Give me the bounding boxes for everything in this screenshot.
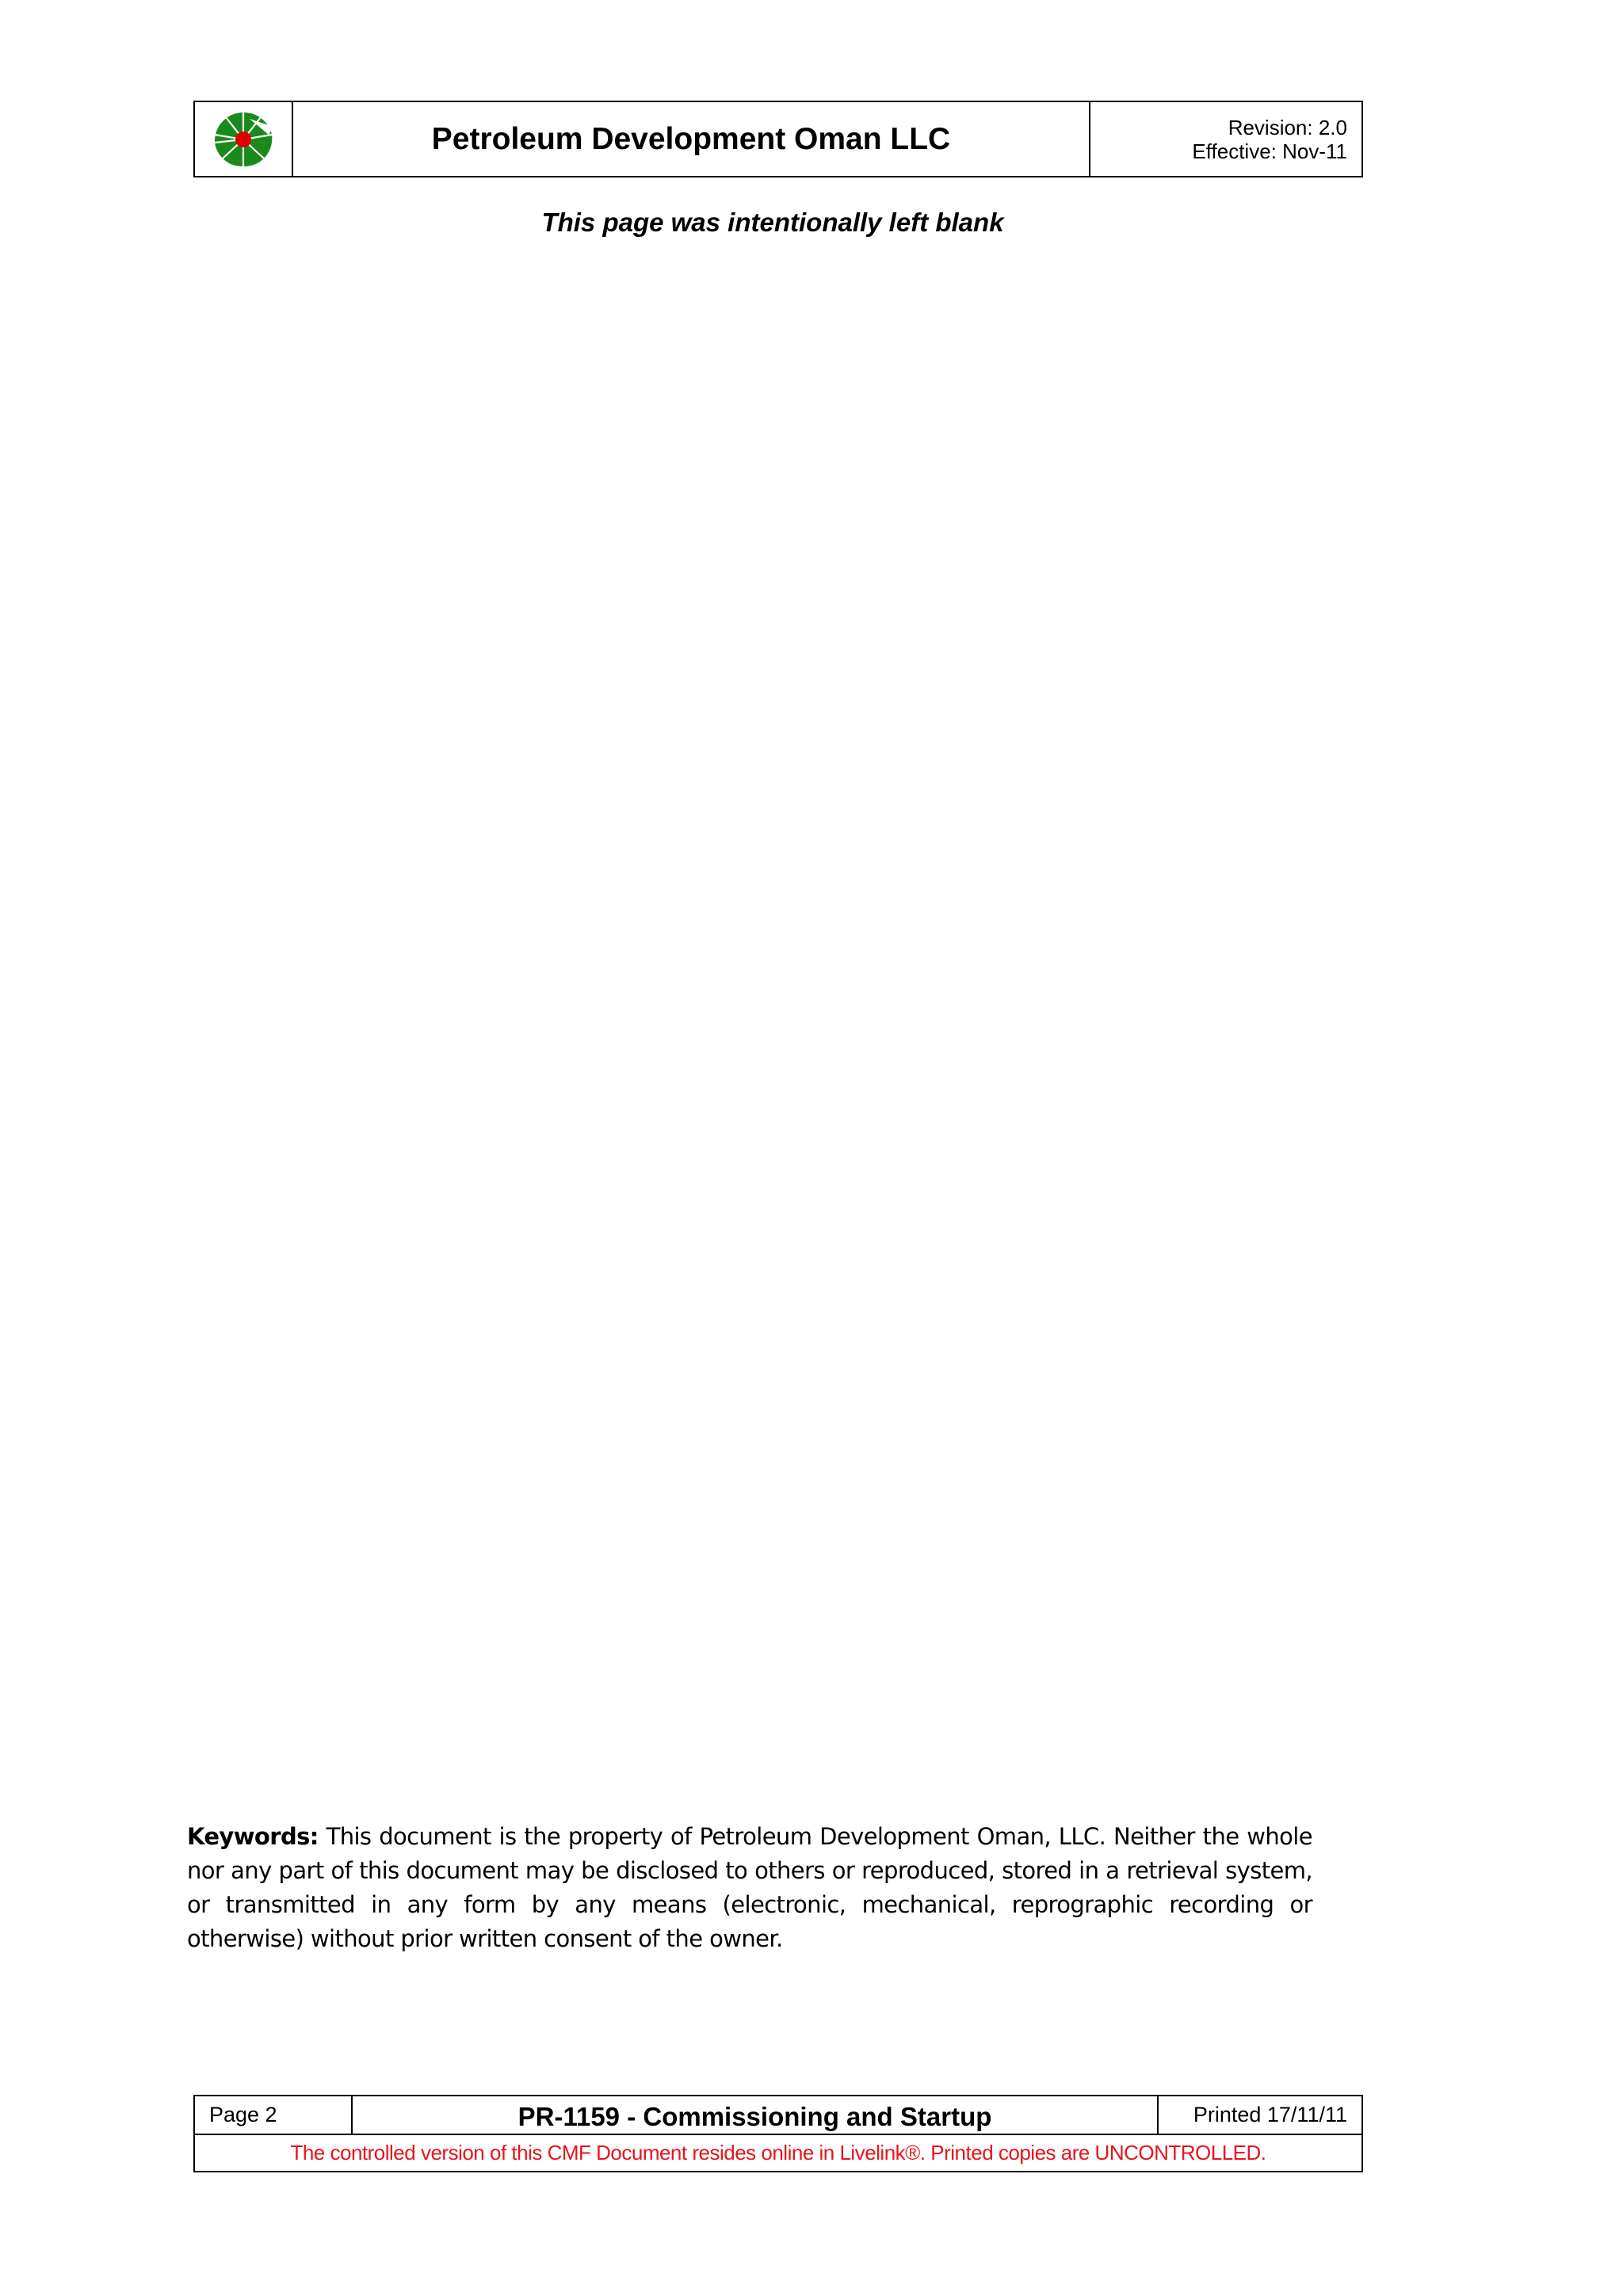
- keywords-label: Keywords:: [187, 1823, 319, 1850]
- control-notice: The controlled version of this CMF Document resides online in Livelink®. Printed copies are UNCONTROLLED.: [290, 2141, 1266, 2164]
- page-header: [193, 101, 1363, 177]
- logo-cell: [195, 102, 293, 176]
- footer-row: [195, 2096, 1361, 2135]
- printed-date: Printed 17/11/11: [1193, 2103, 1347, 2126]
- keywords-text: This document is the property of Petroleum Development Oman, LLC. Neither the whole nor any part of this document may be disclosed to others or reproduced, stored in a retrieval system, or transmitted in any form by any means (electronic, mechanical, reprographic recording or otherwise) without prior written consent of the owner.: [187, 1823, 1312, 1952]
- page-number: Page 2: [195, 2096, 353, 2134]
- keywords-paragraph: [187, 1820, 1312, 1956]
- pdo-logo-icon: [212, 111, 275, 168]
- blank-page-notice: This page was intentionally left blank: [541, 208, 1004, 237]
- revision-label: Revision: 2.0: [1228, 115, 1347, 139]
- company-name: Petroleum Development Oman LLC: [293, 102, 1090, 176]
- effective-date: Effective: Nov-11: [1192, 139, 1347, 163]
- document-title: PR-1159 - Commissioning and Startup: [353, 2096, 1159, 2134]
- revision-info: [1090, 102, 1361, 176]
- page-footer: [193, 2095, 1363, 2172]
